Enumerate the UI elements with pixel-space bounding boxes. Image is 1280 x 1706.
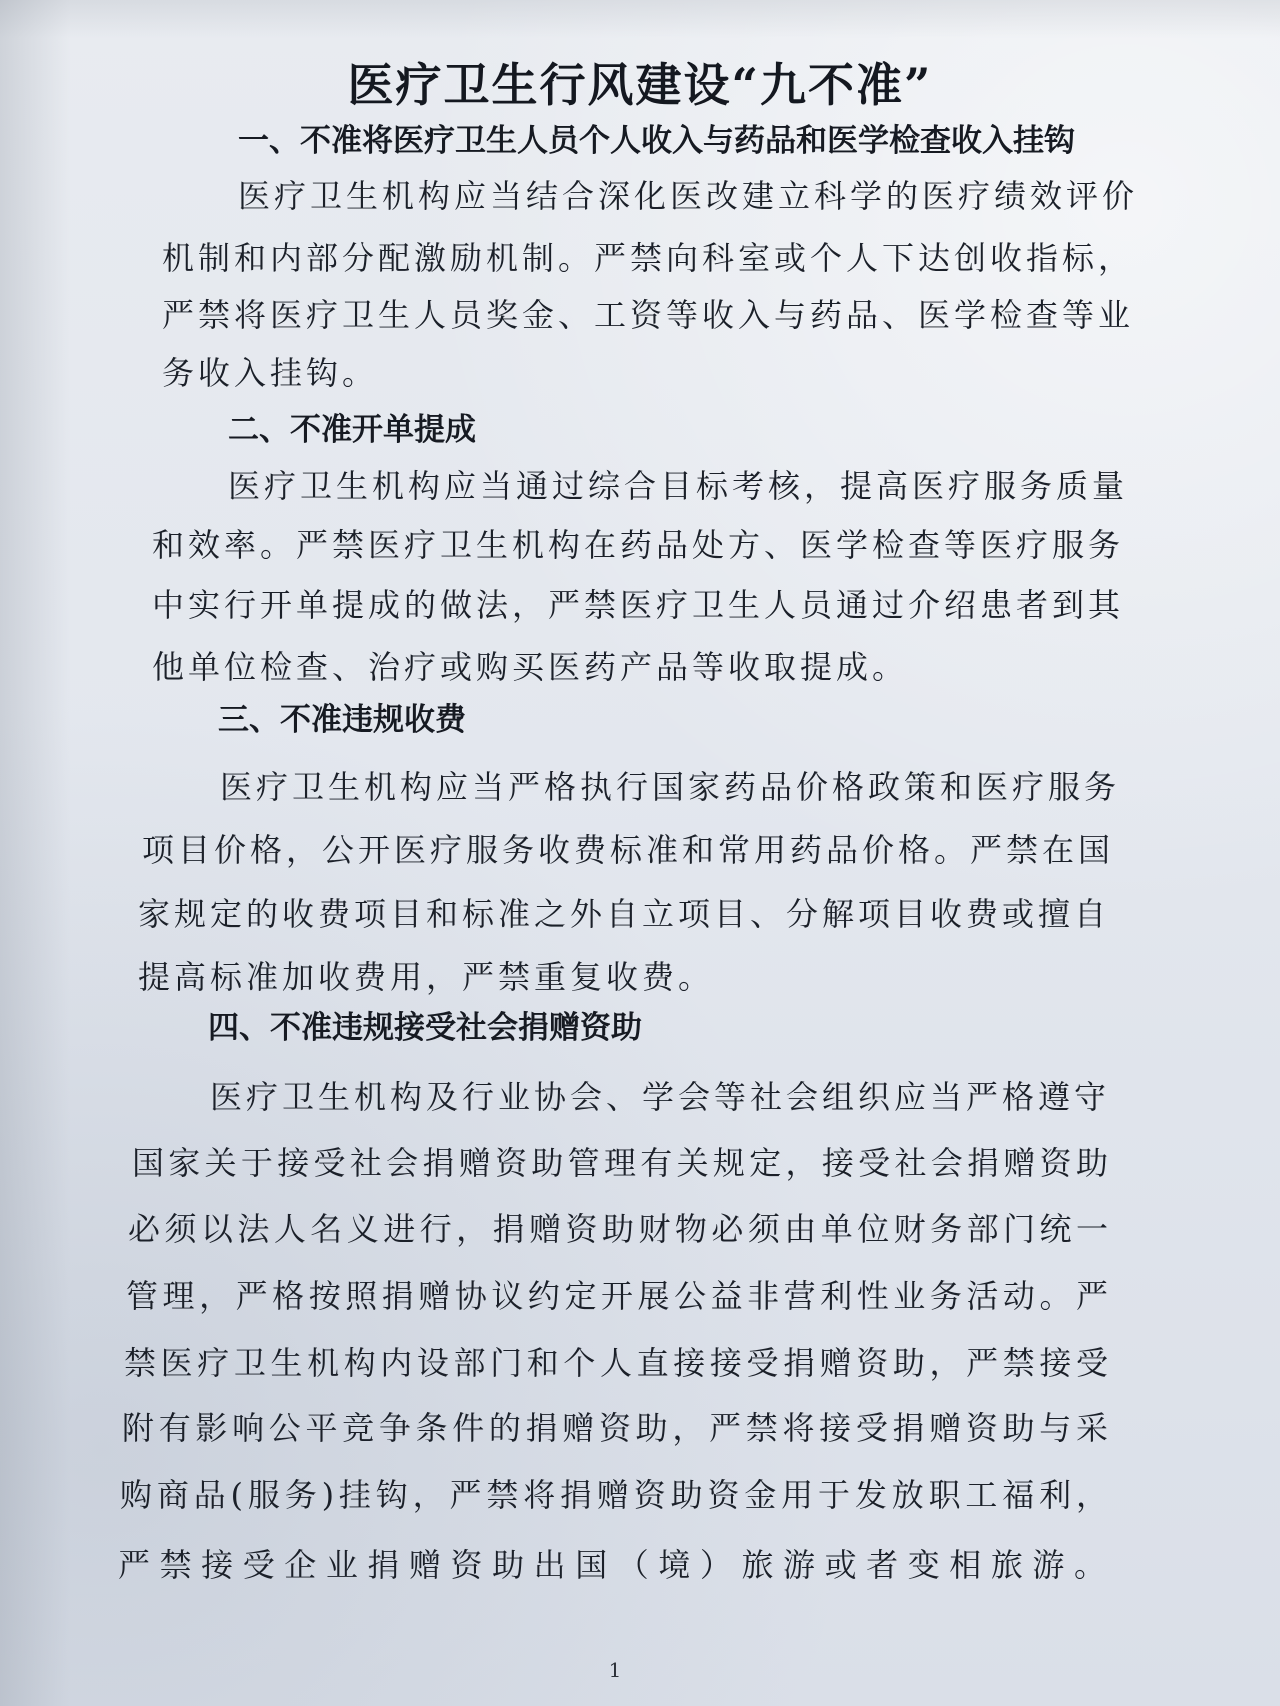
section-3-line-4: 提高标准加收费用，严禁重复收费。 xyxy=(138,958,715,996)
document-title: 医疗卫生行风建设“九不准” xyxy=(347,58,933,112)
section-4-line-6: 附有影响公平竞争条件的捐赠资助，严禁将接受捐赠资助与采 xyxy=(122,1409,1112,1447)
section-2-line-2: 和效率。严禁医疗卫生机构在药品处方、医学检查等医疗服务 xyxy=(152,526,1125,564)
section-2-line-1: 医疗卫生机构应当通过综合目标考核，提高医疗服务质量 xyxy=(228,467,1129,505)
section-1-line-4: 务收入挂钩。 xyxy=(162,354,379,392)
section-4-line-8: 严禁接受企业捐赠资助出国（境）旅游或者变相旅游。 xyxy=(118,1546,1110,1584)
section-heading-2: 二、不准开单提成 xyxy=(228,412,476,448)
section-1-line-2: 机制和内部分配激励机制。严禁向科室或个人下达创收指标， xyxy=(162,239,1135,277)
section-heading-1: 一、不准将医疗卫生人员个人收入与药品和医学检查收入挂钩 xyxy=(238,123,1075,159)
section-4-line-5: 禁医疗卫生机构内设部门和个人直接接受捐赠资助，严禁接受 xyxy=(124,1344,1112,1382)
section-4-line-4: 管理，严格按照捐赠协议约定开展公益非营利性业务活动。严 xyxy=(126,1277,1112,1315)
section-3-line-2: 项目价格，公开医疗服务收费标准和常用药品价格。严禁在国 xyxy=(142,831,1115,869)
section-2-line-4: 他单位检查、治疗或购买医药产品等收取提成。 xyxy=(152,648,909,686)
section-4-line-1: 医疗卫生机构及行业协会、学会等社会组织应当严格遵守 xyxy=(210,1078,1111,1116)
section-1-line-3: 严禁将医疗卫生人员奖金、工资等收入与药品、医学检查等业 xyxy=(162,296,1135,334)
section-heading-3: 三、不准违规收费 xyxy=(218,702,466,738)
page-number: 1 xyxy=(608,1658,622,1682)
section-4-line-7: 购商品(服务)挂钩，严禁将捐赠资助资金用于发放职工福利， xyxy=(120,1476,1112,1514)
section-heading-4: 四、不准违规接受社会捐赠资助 xyxy=(208,1010,642,1046)
section-1-line-1: 医疗卫生机构应当结合深化医改建立科学的医疗绩效评价 xyxy=(238,177,1139,215)
section-2-line-3: 中实行开单提成的做法，严禁医疗卫生人员通过介绍患者到其 xyxy=(152,586,1125,624)
page-shadow-left xyxy=(0,0,70,1706)
page-shadow-top xyxy=(0,0,1280,38)
section-4-line-3: 必须以法人名义进行，捐赠资助财物必须由单位财务部门统一 xyxy=(128,1210,1112,1248)
section-4-line-2: 国家关于接受社会捐赠资助管理有关规定，接受社会捐赠资助 xyxy=(132,1144,1112,1182)
section-3-line-3: 家规定的收费项目和标准之外自立项目、分解项目收费或擅自 xyxy=(138,895,1111,933)
section-3-line-1: 医疗卫生机构应当严格执行国家药品价格政策和医疗服务 xyxy=(220,768,1121,806)
